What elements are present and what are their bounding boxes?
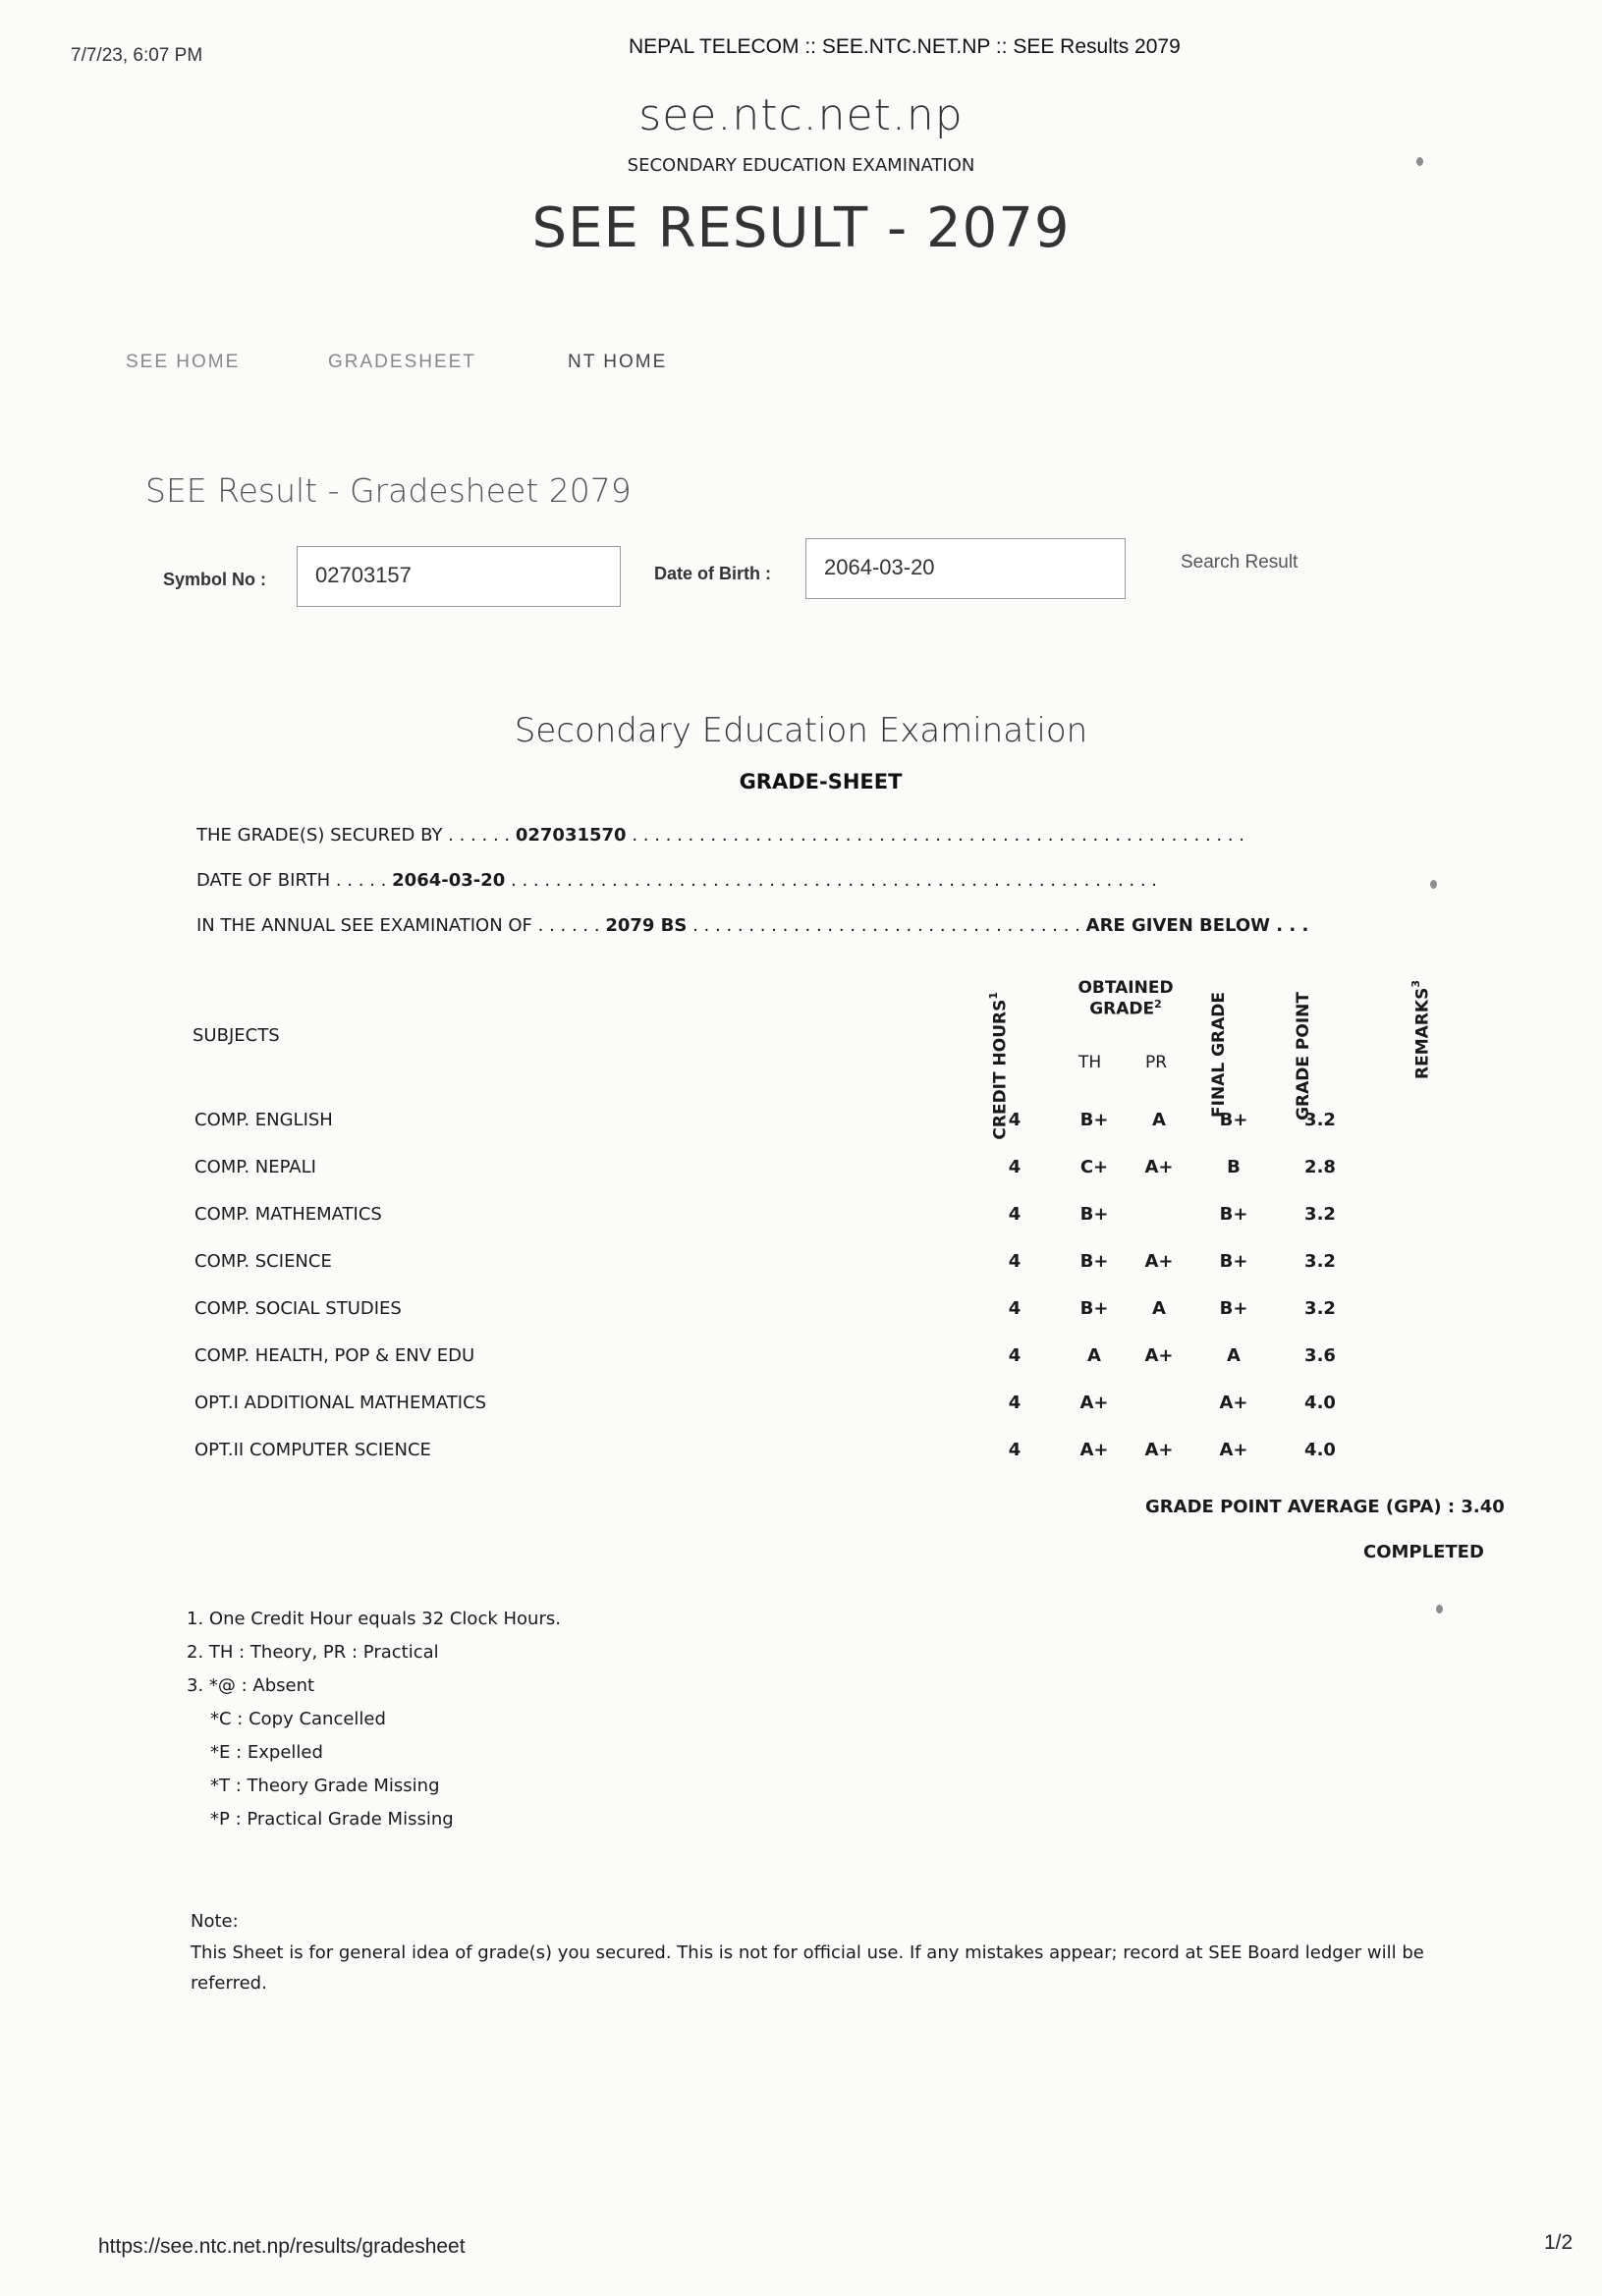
row-th: B+ [1079, 1251, 1109, 1272]
row-pr: A [1152, 1298, 1166, 1319]
gradesheet-label: GRADE-SHEET [739, 770, 903, 793]
dob-line-value: 2064-03-20 [392, 870, 506, 891]
page-number: 1/2 [1544, 2231, 1574, 2254]
note-text: This Sheet is for general idea of grade(s) you secured. This is not for official use. If any mistakes appear; record at SEE Board ledger will be referred. [191, 1942, 1424, 1994]
nav-gradesheet[interactable]: GRADESHEET [328, 352, 476, 372]
header-credit-text: CREDIT HOURS [990, 999, 1011, 1140]
header-pr: PR [1145, 1053, 1168, 1072]
nav-nt-home[interactable]: NT HOME [568, 352, 668, 372]
row-credit: 4 [1008, 1251, 1022, 1272]
row-th: B+ [1079, 1204, 1109, 1225]
secured-by-dots: . . . . . . . . . . . . . . . . . . . . . . . . . . . . . . . . . . . . . . . . . . . . . . . . . . . . . . . [632, 825, 1244, 846]
row-subject: COMP. MATHEMATICS [194, 1204, 382, 1225]
row-pr: A [1152, 1110, 1166, 1130]
row-credit: 4 [1008, 1298, 1022, 1319]
header-grade-point [1295, 992, 1338, 1121]
row-credit: 4 [1008, 1157, 1022, 1177]
footnote: *E : Expelled [210, 1742, 323, 1763]
dob-input[interactable]: 2064-03-20 [805, 538, 1126, 599]
table-row [0, 1345, 1602, 1385]
footnote: 1. One Credit Hour equals 32 Clock Hours. [187, 1609, 561, 1629]
exam-line-value: 2079 BS [605, 915, 688, 936]
row-point: 3.2 [1304, 1298, 1336, 1319]
row-point: 4.0 [1304, 1393, 1336, 1413]
row-point: 3.2 [1304, 1110, 1336, 1130]
row-th: A+ [1079, 1393, 1109, 1413]
header-final-text: FINAL GRADE [1209, 992, 1229, 1118]
footnote: *P : Practical Grade Missing [210, 1809, 454, 1830]
table-row [0, 1393, 1602, 1432]
row-pr: A+ [1144, 1345, 1174, 1366]
row-subject: OPT.II COMPUTER SCIENCE [194, 1440, 431, 1460]
row-point: 2.8 [1304, 1157, 1336, 1177]
row-subject: COMP. ENGLISH [194, 1110, 333, 1130]
footnote: 3. *@ : Absent [187, 1675, 315, 1696]
exam-line [196, 915, 1308, 936]
row-th: A+ [1079, 1440, 1109, 1460]
row-credit: 4 [1008, 1345, 1022, 1366]
footnote: *C : Copy Cancelled [210, 1709, 386, 1729]
row-th: B+ [1079, 1110, 1109, 1130]
row-subject: OPT.I ADDITIONAL MATHEMATICS [194, 1393, 487, 1413]
gpa-value: 3.40 [1461, 1497, 1505, 1517]
footnote: *T : Theory Grade Missing [210, 1776, 440, 1796]
header-obtained-text: OBTAINED GRADE [1077, 978, 1174, 1019]
row-pr: A+ [1144, 1440, 1174, 1460]
gpa [1145, 1497, 1505, 1517]
nav-see-home[interactable]: SEE HOME [126, 352, 241, 372]
table-row [0, 1440, 1602, 1479]
row-subject: COMP. HEALTH, POP & ENV EDU [194, 1345, 475, 1366]
gpa-label: GRADE POINT AVERAGE (GPA) : [1145, 1497, 1456, 1517]
dob-label: Date of Birth : [654, 564, 771, 583]
row-final: B+ [1219, 1110, 1248, 1130]
table-row [0, 1157, 1602, 1196]
row-subject: COMP. SOCIAL STUDIES [194, 1298, 402, 1319]
print-date: 7/7/23, 6:07 PM [71, 45, 203, 66]
search-result-button[interactable]: Search Result [1181, 552, 1298, 573]
row-final: B [1227, 1157, 1241, 1177]
header-remarks-sup: 3 [1409, 980, 1422, 988]
gradesheet-title: Secondary Education Examination [514, 711, 1088, 750]
print-page-title: NEPAL TELECOM :: SEE.NTC.NET.NP :: SEE Results 2079 [629, 35, 1181, 58]
footnote: 2. TH : Theory, PR : Practical [187, 1642, 439, 1663]
row-credit: 4 [1008, 1204, 1022, 1225]
header-point-text: GRADE POINT [1294, 992, 1313, 1121]
row-point: 3.6 [1304, 1345, 1336, 1366]
section-title: SEE Result - Gradesheet 2079 [145, 471, 632, 510]
result-status: COMPLETED [1363, 1542, 1484, 1562]
row-credit: 4 [1008, 1110, 1022, 1130]
row-subject: COMP. NEPALI [194, 1157, 316, 1177]
header-credit-sup: 1 [987, 992, 1000, 1000]
secured-by-label: THE GRADE(S) SECURED BY . . . . . . [196, 825, 511, 846]
secured-by-value: 027031570 [515, 825, 627, 846]
symbol-input[interactable]: 02703157 [297, 546, 621, 607]
dob-line-dots: . . . . . . . . . . . . . . . . . . . . . . . . . . . . . . . . . . . . . . . . . . . . . . . . . . . . . . . . . . [511, 870, 1158, 891]
dob-line-label: DATE OF BIRTH . . . . . [196, 870, 387, 891]
exam-line-suffix: ARE GIVEN BELOW . . . [1085, 915, 1309, 936]
table-row [0, 1204, 1602, 1243]
row-pr: A+ [1144, 1251, 1174, 1272]
table-row [0, 1110, 1602, 1149]
main-title: SEE RESULT - 2079 [531, 196, 1071, 260]
scan-speck [1436, 1605, 1443, 1613]
row-final: A [1227, 1345, 1241, 1366]
header-obtained-sup: 2 [1154, 998, 1162, 1011]
secured-by-line [196, 825, 1244, 846]
dob-line [196, 870, 1157, 891]
row-final: A+ [1219, 1393, 1248, 1413]
site-name: see.ntc.net.np [638, 90, 964, 140]
row-credit: 4 [1008, 1440, 1022, 1460]
scan-speck [1430, 880, 1437, 889]
header-remarks [1410, 980, 1434, 1079]
row-point: 3.2 [1304, 1251, 1336, 1272]
symbol-label: Symbol No : [163, 570, 267, 589]
header-th: TH [1078, 1053, 1102, 1072]
row-th: B+ [1079, 1298, 1109, 1319]
exam-line-dots: . . . . . . . . . . . . . . . . . . . . . . . . . . . . . . . . . . . [692, 915, 1080, 936]
exam-line-label: IN THE ANNUAL SEE EXAMINATION OF . . . . . . [196, 915, 600, 936]
row-point: 3.2 [1304, 1204, 1336, 1225]
table-row [0, 1298, 1602, 1338]
row-final: A+ [1219, 1440, 1248, 1460]
row-subject: COMP. SCIENCE [194, 1251, 332, 1272]
row-final: B+ [1219, 1298, 1248, 1319]
row-point: 4.0 [1304, 1440, 1336, 1460]
row-final: B+ [1219, 1251, 1248, 1272]
header-obtained-grade [1075, 978, 1177, 1019]
table-row [0, 1251, 1602, 1290]
scan-speck [1416, 157, 1423, 166]
site-subtitle: SECONDARY EDUCATION EXAMINATION [627, 155, 975, 176]
row-th: C+ [1079, 1157, 1109, 1177]
row-pr: A+ [1144, 1157, 1174, 1177]
header-final-grade [1210, 992, 1253, 1118]
row-credit: 4 [1008, 1393, 1022, 1413]
row-th: A [1087, 1345, 1101, 1366]
note-label: Note: [191, 1911, 239, 1932]
header-subjects: SUBJECTS [193, 1025, 280, 1046]
header-remarks-text: REMARKS [1412, 987, 1433, 1079]
print-url: https://see.ntc.net.np/results/gradesheet [98, 2235, 466, 2258]
row-final: B+ [1219, 1204, 1248, 1225]
